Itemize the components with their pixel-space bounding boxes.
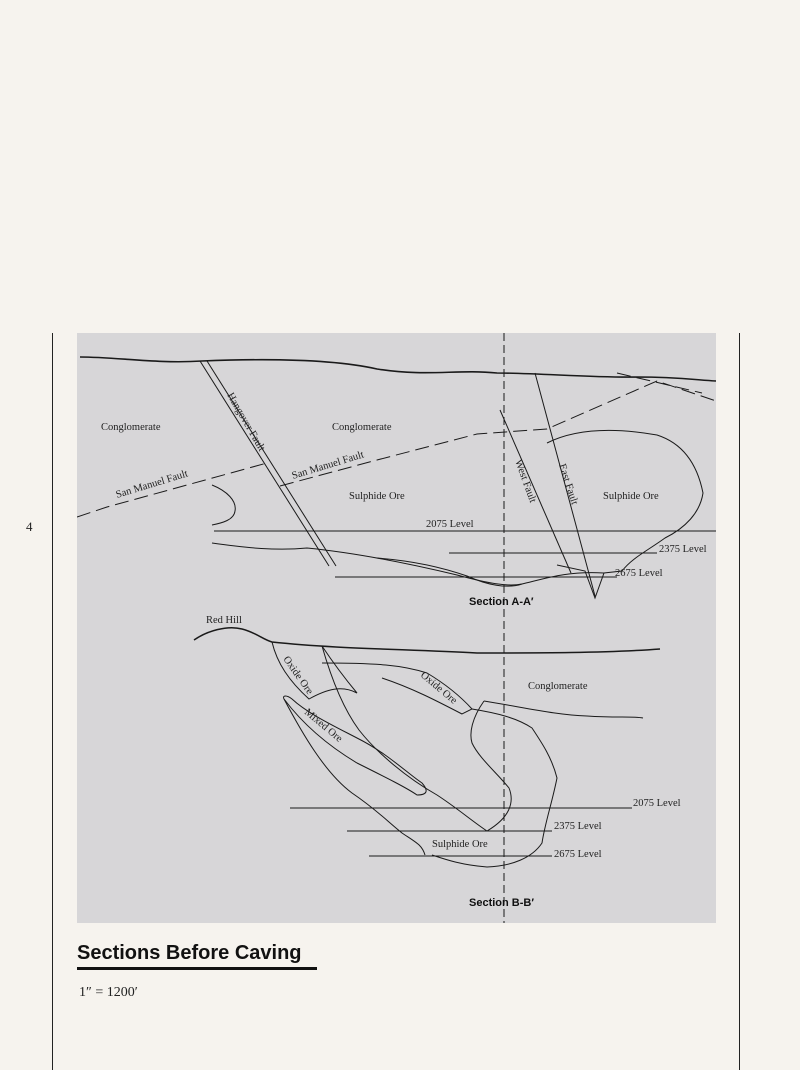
label-bb-conglomerate: Conglomerate [528, 681, 588, 692]
section-aa-title: Section A-A′ [469, 596, 534, 608]
label-hangover-fault: Hangover Fault [224, 391, 267, 454]
label-san-manuel-fault-right: San Manuel Fault [290, 449, 366, 482]
label-san-manuel-fault-left: San Manuel Fault [114, 468, 190, 501]
section-bb-title: Section B-B′ [469, 897, 534, 909]
label-conglomerate-center: Conglomerate [332, 422, 392, 433]
label-oxide-ore-left: Oxide Ore [280, 654, 315, 697]
label-aa-level-2375: 2375 Level [659, 544, 707, 555]
label-sulphide-ore-left: Sulphide Ore [349, 491, 405, 502]
page-number: 4 [26, 519, 33, 534]
label-conglomerate-left: Conglomerate [101, 422, 161, 433]
label-bb-sulphide-ore: Sulphide Ore [432, 839, 488, 850]
label-aa-level-2075: 2075 Level [426, 519, 474, 530]
label-red-hill: Red Hill [206, 615, 242, 626]
label-bb-level-2675: 2675 Level [554, 849, 602, 860]
label-aa-level-2675: 2675 Level [615, 568, 663, 579]
label-bb-level-2375: 2375 Level [554, 821, 602, 832]
right-margin-rule [739, 333, 740, 1070]
figure-scale: 1″ = 1200′ [79, 985, 138, 1000]
left-margin-rule [52, 333, 53, 1070]
label-oxide-ore-right: Oxide Ore [418, 669, 459, 707]
label-mixed-ore: Mixed Ore [302, 706, 345, 745]
label-east-fault: East Fault [556, 462, 580, 507]
figure-caption-title: Sections Before Caving [77, 942, 317, 970]
label-bb-level-2075: 2075 Level [633, 798, 681, 809]
label-sulphide-ore-right: Sulphide Ore [603, 491, 659, 502]
label-west-fault: West Fault [512, 458, 538, 505]
geologic-sections-diagram [77, 333, 716, 923]
diagram-background [77, 333, 716, 923]
